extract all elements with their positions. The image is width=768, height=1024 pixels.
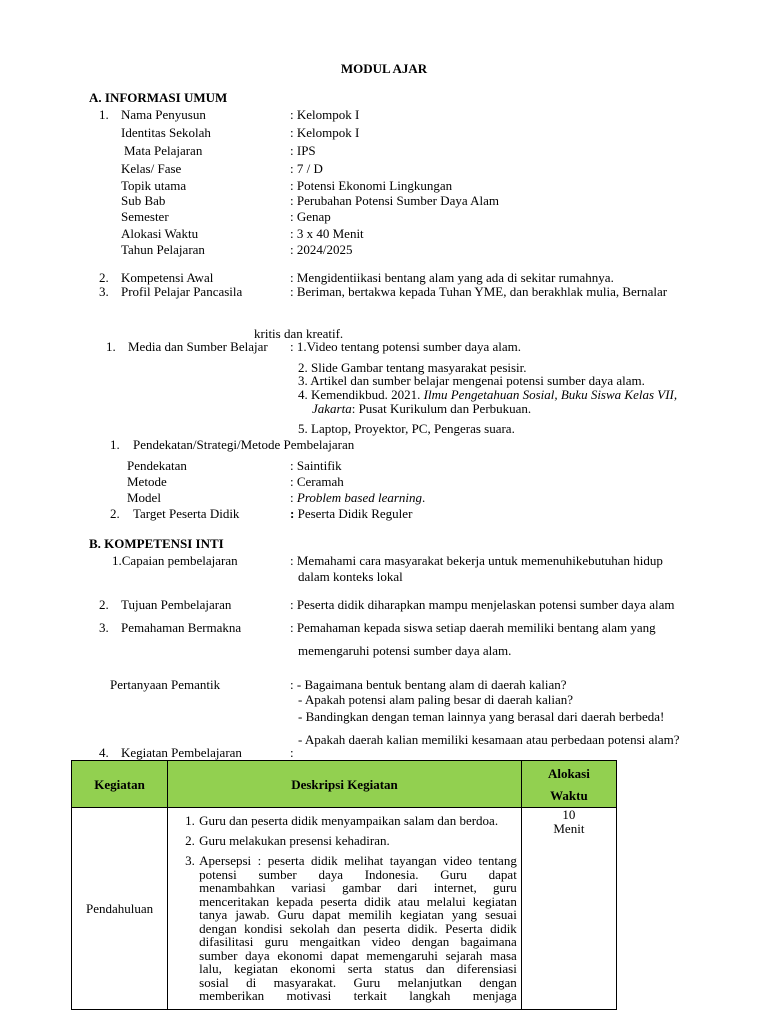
identity-label: Nama Penyusun: [121, 107, 206, 122]
section-a-heading: A. INFORMASI UMUM: [89, 90, 228, 105]
target-text: Peserta Didik Reguler: [294, 506, 413, 521]
identity-value: : Potensi Ekonomi Lingkungan: [290, 178, 453, 193]
identity-label: Mata Pelajaran: [124, 143, 203, 158]
kegiatan-num: 4.: [99, 745, 109, 760]
identity-label: Identitas Sekolah: [121, 125, 211, 140]
identity-value: : Kelompok I: [290, 107, 360, 122]
identity-label: Alokasi Waktu: [121, 226, 199, 241]
profil-num: 3.: [99, 284, 109, 299]
page-title: MODUL AJAR: [340, 61, 428, 76]
media-num: 1.: [106, 339, 116, 354]
model-row-label: Model: [127, 490, 161, 505]
media-item-continued: [312, 401, 531, 416]
media-item: 5. Laptop, Proyektor, PC, Pengeras suara.: [298, 421, 515, 436]
pemahaman-num: 3.: [99, 620, 109, 635]
list-item-line: dengan kondisi sekolah dan peserta didik. Peserta didik: [199, 920, 517, 936]
waktu-unit: Menit: [553, 821, 585, 836]
media-label: Media dan Sumber Belajar: [128, 339, 268, 354]
pemahaman-value-continued: memengaruhi potensi sumber daya alam.: [298, 643, 512, 658]
header-kegiatan: Kegiatan: [72, 761, 168, 808]
target-label: Target Peserta Didik: [133, 506, 240, 521]
model-row-value: [290, 490, 425, 505]
identity-value: : Kelompok I: [290, 125, 360, 140]
capaian-value-continued: dalam konteks lokal: [298, 569, 403, 584]
pemantik-question: - Bandingkan dengan teman lainnya yang berasal dari daerah berbeda!: [298, 709, 665, 724]
list-item-line: menceritakan kepada peserta didik atau melalui kegiatan: [199, 893, 517, 909]
metode-row-label: Metode: [127, 474, 167, 489]
identity-label: Tahun Pelajaran: [121, 242, 205, 257]
pemahaman-value: : Pemahaman kepada siswa setiap daerah memiliki bentang alam yang: [290, 620, 656, 635]
row-description: [168, 808, 522, 1010]
target-colon: :: [290, 506, 295, 521]
list-item-num: 2.: [185, 833, 195, 848]
identity-value: : 2024/2025: [290, 242, 353, 257]
header-alokasi-line1: Alokasi: [547, 766, 590, 781]
waktu-value: 10: [562, 807, 576, 822]
list-item-line: lalu, kegiatan ekonomi serta status dan diferensiasi: [199, 961, 517, 976]
identity-value: : 7 / D: [290, 161, 323, 176]
target-value: [290, 506, 412, 521]
media-item-text: 4. Kemendikbud. 2021.: [298, 387, 424, 402]
identity-value: : 3 x 40 Menit: [290, 226, 364, 241]
table-header-row: [72, 761, 617, 808]
pendekatan-label: Pendekatan/Strategi/Metode Pembelajaran: [133, 437, 355, 452]
pemahaman-label: Pemahaman Bermakna: [121, 620, 242, 635]
identity-label: Kelas/ Fase: [121, 161, 182, 176]
media-item: 2. Slide Gambar tentang masyarakat pesisir.: [298, 360, 527, 375]
media-item: 3. Artikel dan sumber belajar mengenai potensi sumber daya alam.: [298, 373, 645, 388]
activity-table: [71, 760, 617, 1010]
pendekatan-num: 1.: [110, 437, 120, 452]
list-item-num: 3.: [185, 853, 195, 868]
tujuan-value: : Peserta didik diharapkan mampu menjelaskan potensi sumber daya alam: [290, 597, 675, 612]
table-row: [72, 808, 617, 1010]
profil-value: : Beriman, bertakwa kepada Tuhan YME, dan berakhlak mulia, Bernalar: [290, 284, 668, 299]
profil-value-continued: kritis dan kreatif.: [254, 326, 344, 341]
media-item: : 1.Video tentang potensi sumber daya alam.: [290, 339, 521, 354]
media-item: [298, 387, 677, 402]
list-item-line: tanya jawab. Guru dapat memilih kegiatan yang sesuai: [199, 907, 517, 922]
row-waktu: [521, 808, 616, 1010]
kompetensi-awal-num: 2.: [99, 270, 109, 285]
list-item-line: sumber daya ekonomi dapat memengaruhi sejarah masa: [199, 947, 517, 963]
identity-num: 1.: [99, 107, 109, 122]
target-num: 2.: [110, 506, 120, 521]
model-colon: :: [290, 490, 297, 505]
publisher-city: Jakarta: [312, 401, 352, 416]
pemantik-question: : - Bagaimana bentuk bentang alam di daerah kalian?: [290, 677, 567, 692]
profil-label: Profil Pelajar Pancasila: [121, 284, 243, 299]
identity-label: Topik utama: [121, 178, 187, 193]
kompetensi-awal-value: : Mengidentiikasi bentang alam yang ada di sekitar rumahnya.: [290, 270, 614, 285]
pendekatan-row-value: : Saintifik: [290, 458, 342, 473]
list-item-text: Guru melakukan presensi kehadiran.: [199, 833, 390, 848]
identity-value: : Perubahan Potensi Sumber Daya Alam: [290, 193, 500, 208]
identity-value: : IPS: [290, 143, 316, 158]
book-title: Ilmu Pengetahuan Sosial, Buku Siswa Kelas VII,: [423, 387, 678, 402]
header-alokasi-line2: Waktu: [550, 788, 588, 803]
kegiatan-colon: :: [290, 745, 294, 760]
list-item: [168, 833, 521, 848]
identity-label: Semester: [121, 209, 169, 224]
publisher-name: : Pusat Kurikulum dan Perbukuan.: [351, 401, 532, 416]
identity-value: : Genap: [290, 209, 331, 224]
tujuan-num: 2.: [99, 597, 109, 612]
pemantik-label: Pertanyaan Pemantik: [110, 677, 221, 692]
list-item-text: Guru dan peserta didik menyampaikan salam dan berdoa.: [199, 813, 499, 828]
list-item-line: Apersepsi : peserta didik melihat tayangan video tentang: [199, 853, 517, 868]
list-item-line: memberikan motivasi terkait langkah menjaga: [199, 988, 517, 1003]
row-label: Pendahuluan: [72, 808, 168, 1010]
tujuan-label: Tujuan Pembelajaran: [121, 597, 232, 612]
capaian-value: : Memahami cara masyarakat bekerja untuk memenuhikebutuhan hidup: [290, 553, 663, 568]
pemantik-question: - Apakah potensi alam paling besar di daerah kalian?: [298, 692, 574, 707]
capaian-label: 1.Capaian pembelajaran: [112, 553, 238, 568]
kompetensi-awal-label: Kompetensi Awal: [121, 270, 214, 285]
list-item-num: 1.: [185, 813, 195, 828]
header-alokasi: [521, 761, 616, 808]
pemantik-question: - Apakah daerah kalian memiliki kesamaan atau perbedaan potensi alam?: [298, 732, 680, 747]
activity-list: [168, 813, 521, 1003]
list-item: [168, 813, 521, 828]
list-item-line: menambahkan variasi gambar dari internet, guru: [199, 880, 517, 895]
list-item-line: potensi sumber daya Indonesia. Guru dapat: [199, 866, 517, 882]
header-deskripsi: Deskripsi Kegiatan: [168, 761, 522, 808]
pendekatan-row-label: Pendekatan: [127, 458, 187, 473]
kegiatan-label: Kegiatan Pembelajaran: [121, 745, 242, 760]
identity-label: Sub Bab: [121, 193, 166, 208]
list-item: [168, 854, 521, 1003]
model-tail: .: [422, 490, 426, 505]
list-item-line: sosial di masyarakat. Guru melanjutkan dengan: [199, 974, 517, 990]
metode-row-value: : Ceramah: [290, 474, 344, 489]
list-item-line: difasilitasi guru mengaitkan video dengan bagaimana: [199, 934, 517, 949]
model-name: Problem based learning: [296, 490, 423, 505]
section-b-heading: B. KOMPETENSI INTI: [89, 536, 224, 551]
